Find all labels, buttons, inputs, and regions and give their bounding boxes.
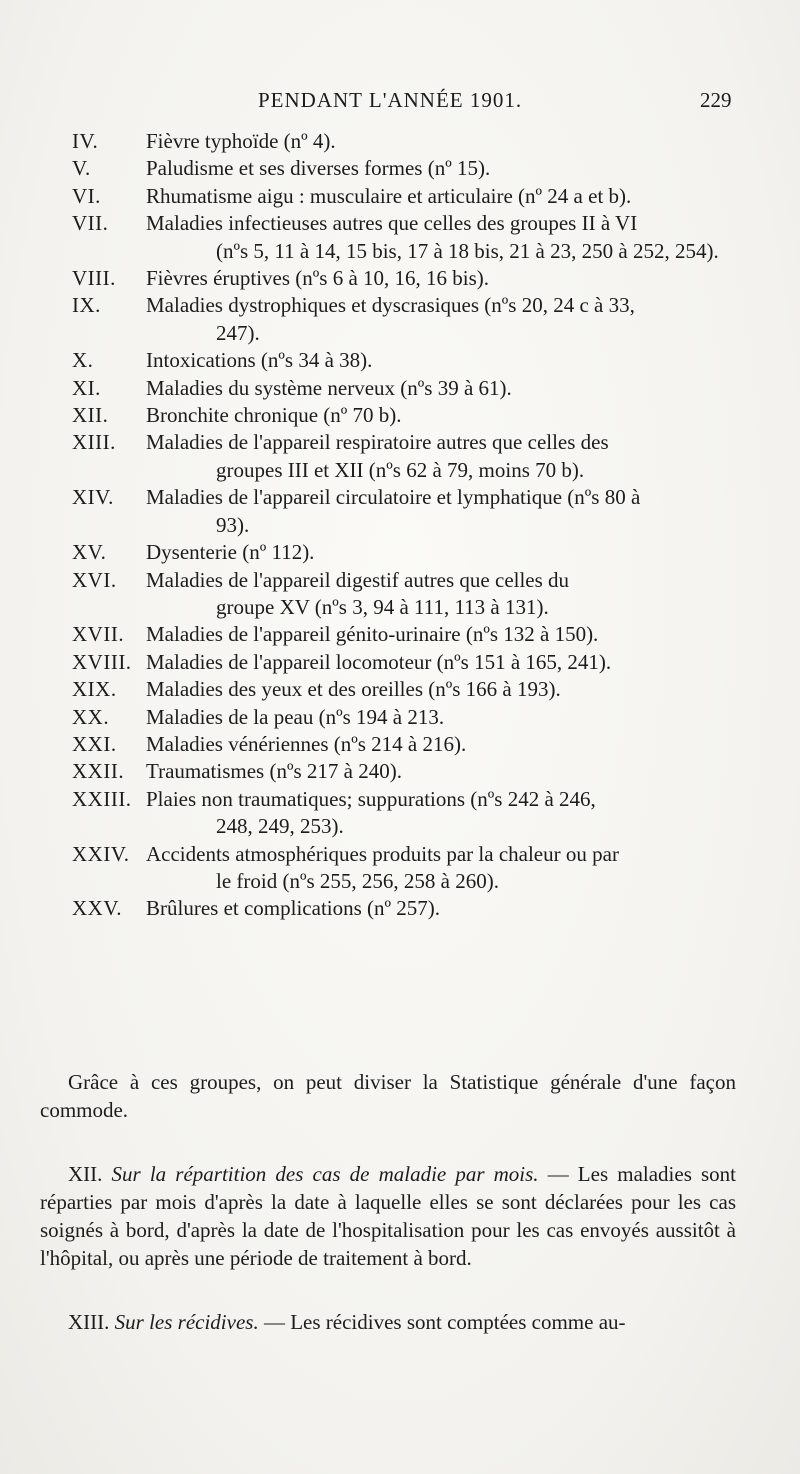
group-viii xyxy=(72,265,740,292)
group-text xyxy=(146,375,740,402)
group-line: Intoxications (nºs 34 à 38). xyxy=(146,348,373,373)
group-text xyxy=(146,786,740,841)
group-continuation: 93). xyxy=(216,512,250,537)
group-text xyxy=(146,429,740,484)
group-numeral: XIX. xyxy=(72,677,117,702)
group-text xyxy=(146,841,740,896)
group-xxiv xyxy=(72,841,740,896)
group-continuation: 248, 249, 253). xyxy=(216,814,344,839)
group-xvii xyxy=(72,621,740,648)
section-title: Sur les récidives. xyxy=(114,1310,259,1334)
group-continuation: le froid (nºs 255, 256, 258 à 260). xyxy=(216,868,499,893)
group-line: Traumatismes (nºs 217 à 240). xyxy=(146,759,402,784)
group-numeral: XXIV. xyxy=(72,841,130,866)
group-xvi xyxy=(72,567,740,622)
group-line: Accidents atmosphériques produits par la chaleur ou par xyxy=(146,841,619,866)
group-line: Maladies de l'appareil digestif autres que celles du xyxy=(146,567,570,592)
group-numeral: IV. xyxy=(72,129,99,153)
group-xiv xyxy=(72,484,740,539)
intro-paragraph: Grâce à ces groupes, on peut diviser la Statistique générale d'une façon commode. xyxy=(40,1070,736,1122)
group-xxi xyxy=(72,731,740,758)
group-numeral: XXV. xyxy=(72,896,123,921)
running-head-title: PENDANT L'ANNÉE 1901. xyxy=(258,88,523,112)
group-text xyxy=(146,292,740,347)
group-text xyxy=(146,265,740,292)
group-xix xyxy=(72,676,740,703)
group-xx xyxy=(72,704,740,731)
group-numeral: XVI. xyxy=(72,567,117,592)
group-numeral: XII. xyxy=(72,403,109,428)
group-text xyxy=(146,676,740,703)
group-xxiii xyxy=(72,786,740,841)
group-line: Plaies non traumatiques; suppurations (nºs 242 à 246, xyxy=(146,786,596,811)
group-text xyxy=(146,210,740,265)
group-text xyxy=(146,347,740,374)
group-line: Bronchite chronique (nº 70 b). xyxy=(146,403,402,428)
group-line: Maladies vénériennes (nºs 214 à 216). xyxy=(146,731,467,756)
page-number: 229 xyxy=(700,88,732,112)
group-continuation: groupes III et XII (nºs 62 à 79, moins 70 b). xyxy=(216,457,585,482)
group-xi xyxy=(72,375,740,402)
group-continuation: (nºs 5, 11 à 14, 15 bis, 17 à 18 bis, 21 à 23, 250 à 252, 254). xyxy=(216,238,719,263)
group-numeral: XXII. xyxy=(72,759,125,784)
group-vii xyxy=(72,210,740,265)
group-text xyxy=(146,402,740,429)
group-text xyxy=(146,731,740,758)
group-text xyxy=(146,567,740,622)
group-numeral: XVII. xyxy=(72,622,125,647)
group-numeral: XX. xyxy=(72,704,110,729)
group-numeral: V. xyxy=(72,156,91,181)
group-xviii xyxy=(72,649,740,676)
section-xiii-paragraph xyxy=(40,1308,736,1336)
group-line: Maladies de l'appareil locomoteur (nºs 151 à 165, 241). xyxy=(146,649,612,674)
group-numeral: VIII. xyxy=(72,266,116,291)
group-line: Fièvres éruptives (nºs 6 à 10, 16, 16 bis). xyxy=(146,266,490,291)
group-xv xyxy=(72,539,740,566)
group-line: Fièvre typhoïde (nº 4). xyxy=(146,129,336,153)
group-line: Maladies du système nerveux (nºs 39 à 61). xyxy=(146,375,512,400)
group-line: Brûlures et complications (nº 257). xyxy=(146,896,441,921)
group-ix xyxy=(72,292,740,347)
group-line: Paludisme et ses diverses formes (nº 15). xyxy=(146,156,491,181)
group-line: Maladies infectieuses autres que celles des groupes II à VI xyxy=(146,211,638,236)
group-line: Dysenterie (nº 112). xyxy=(146,540,315,565)
group-text xyxy=(146,183,740,210)
group-line: Maladies de l'appareil respiratoire autres que celles des xyxy=(146,430,609,455)
group-numeral: XVIII. xyxy=(72,649,132,674)
group-numeral: XIII. xyxy=(72,430,116,455)
running-head xyxy=(0,88,800,118)
group-text xyxy=(146,621,740,648)
group-line: Rhumatisme aigu : musculaire et articulaire (nº 24 a et b). xyxy=(146,183,632,208)
section-body: — Les récidives sont comptées comme au- xyxy=(263,1310,626,1334)
group-numeral: IX. xyxy=(72,293,101,318)
group-text xyxy=(146,758,740,785)
group-numeral: XV. xyxy=(72,540,107,565)
group-numeral: XI. xyxy=(72,375,101,400)
group-xxv xyxy=(72,895,740,922)
group-line: Maladies de l'appareil circulatoire et lymphatique (nºs 80 à xyxy=(146,485,641,510)
group-numeral: VI. xyxy=(72,183,101,208)
group-line: Maladies de la peau (nºs 194 à 213. xyxy=(146,704,445,729)
group-line: Maladies dystrophiques et dyscrasiques (nºs 20, 24 c à 33, xyxy=(146,293,635,318)
group-x xyxy=(72,347,740,374)
section-xii-paragraph xyxy=(40,1160,736,1272)
group-text xyxy=(146,704,740,731)
disease-group-list xyxy=(72,128,740,923)
section-numeral: XIII. xyxy=(68,1310,110,1334)
group-xxii xyxy=(72,758,740,785)
section-numeral: XII. xyxy=(68,1162,103,1186)
section-body: — Les maladies sont réparties par mois d'après la date à laquelle elles se sont déclarées pour les cas soignés à bord, d'après la date de l'hospitalisation pour les cas envoyés aussitôt à l'hôpital, ou après une période de traitement à bord. xyxy=(40,1162,737,1270)
group-numeral: XXI. xyxy=(72,731,117,756)
group-line: Maladies des yeux et des oreilles (nºs 166 à 193). xyxy=(146,677,561,702)
group-text xyxy=(146,155,740,182)
group-text xyxy=(146,539,740,566)
group-line: Maladies de l'appareil génito-urinaire (nºs 132 à 150). xyxy=(146,622,599,647)
group-iv xyxy=(72,128,740,155)
group-text xyxy=(146,128,740,155)
group-text xyxy=(146,484,740,539)
group-text xyxy=(146,649,740,676)
group-text xyxy=(146,895,740,922)
group-xiii xyxy=(72,429,740,484)
group-vi xyxy=(72,183,740,210)
group-numeral: X. xyxy=(72,348,94,373)
section-title: Sur la répartition des cas de maladie par mois. xyxy=(111,1162,539,1186)
body-text xyxy=(40,1068,736,1336)
group-numeral: XIV. xyxy=(72,485,114,510)
group-v xyxy=(72,155,740,182)
group-numeral: XXIII. xyxy=(72,786,132,811)
group-xii xyxy=(72,402,740,429)
group-continuation: groupe XV (nºs 3, 94 à 111, 113 à 131). xyxy=(216,594,549,619)
group-continuation: 247). xyxy=(216,320,260,345)
group-numeral: VII. xyxy=(72,211,109,236)
